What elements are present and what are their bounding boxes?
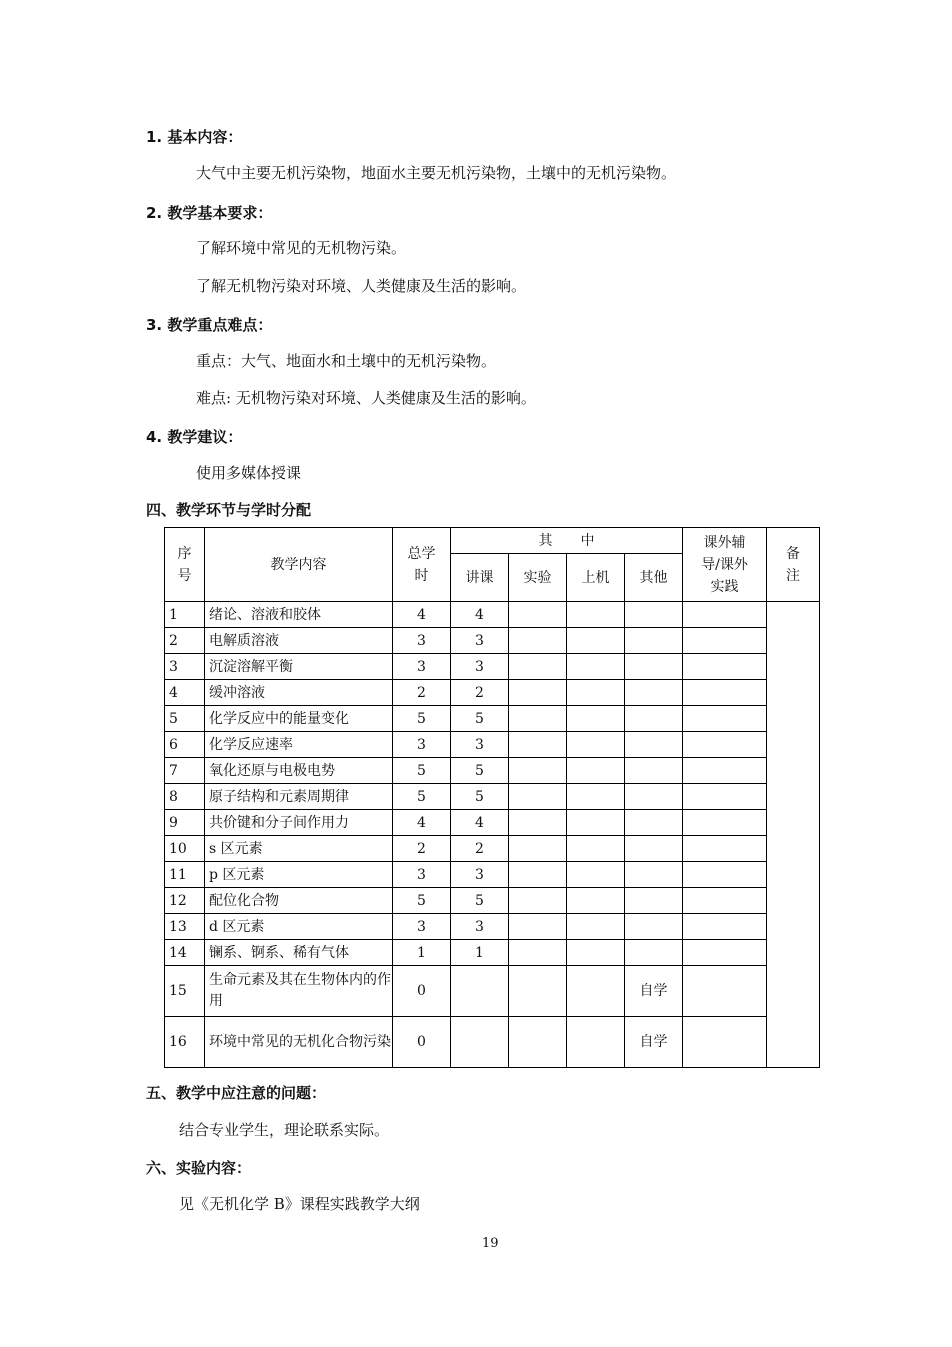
cell-lab xyxy=(509,784,567,810)
cell-lab xyxy=(509,810,567,836)
cell-content: 镧系、锕系、稀有气体 xyxy=(205,940,393,966)
cell-total: 5 xyxy=(393,888,451,914)
cell-lecture: 4 xyxy=(451,602,509,628)
table-row xyxy=(165,810,820,836)
cell-computer xyxy=(567,1017,625,1068)
cell-computer xyxy=(567,654,625,680)
header-total: 总学时 xyxy=(393,528,451,602)
table-row xyxy=(165,706,820,732)
cell-total: 4 xyxy=(393,810,451,836)
cell-lecture: 3 xyxy=(451,628,509,654)
cell-total: 2 xyxy=(393,680,451,706)
cell-computer xyxy=(567,888,625,914)
cell-content: 共价键和分子间作用力 xyxy=(205,810,393,836)
cell-content: 环境中常见的无机化合物污染 xyxy=(205,1017,393,1068)
section-issues-title: 五、教学中应注意的问题： xyxy=(146,1084,327,1102)
cell-other: 自学 xyxy=(625,966,683,1017)
cell-lecture: 5 xyxy=(451,706,509,732)
cell-extra xyxy=(683,888,767,914)
cell-other: 自学 xyxy=(625,1017,683,1068)
cell-computer xyxy=(567,628,625,654)
section-basic-content-line: 大气中主要无机污染物，地面水主要无机污染物，土壤中的无机污染物。 xyxy=(196,164,677,182)
cell-seq: 12 xyxy=(165,888,205,914)
section-allocation-title: 四、教学环节与学时分配 xyxy=(146,501,312,519)
cell-lab xyxy=(509,914,567,940)
cell-lecture: 5 xyxy=(451,784,509,810)
table-row xyxy=(165,784,820,810)
cell-content: 氧化还原与电极电势 xyxy=(205,758,393,784)
cell-lab xyxy=(509,654,567,680)
cell-content: p 区元素 xyxy=(205,862,393,888)
table-row xyxy=(165,914,820,940)
section-key-points-line: 重点：大气、地面水和土壤中的无机污染物。 xyxy=(196,352,497,370)
cell-total: 5 xyxy=(393,758,451,784)
cell-computer xyxy=(567,602,625,628)
cell-lab xyxy=(509,862,567,888)
cell-total: 3 xyxy=(393,862,451,888)
cell-content: d 区元素 xyxy=(205,914,393,940)
cell-other xyxy=(625,628,683,654)
cell-other xyxy=(625,680,683,706)
cell-computer xyxy=(567,862,625,888)
table-row xyxy=(165,758,820,784)
cell-other xyxy=(625,862,683,888)
cell-other xyxy=(625,654,683,680)
cell-lab xyxy=(509,940,567,966)
cell-seq: 6 xyxy=(165,732,205,758)
cell-content: 绪论、溶液和胶体 xyxy=(205,602,393,628)
table-row xyxy=(165,680,820,706)
cell-note xyxy=(767,602,820,1068)
header-among: 其 中 xyxy=(451,528,683,554)
cell-lab xyxy=(509,1017,567,1068)
cell-lab xyxy=(509,758,567,784)
cell-lab xyxy=(509,888,567,914)
cell-seq: 14 xyxy=(165,940,205,966)
table-row xyxy=(165,862,820,888)
cell-seq: 16 xyxy=(165,1017,205,1068)
cell-content: 缓冲溶液 xyxy=(205,680,393,706)
section-requirements-line: 了解环境中常见的无机物污染。 xyxy=(196,239,407,257)
cell-seq: 7 xyxy=(165,758,205,784)
cell-extra xyxy=(683,758,767,784)
cell-lecture: 2 xyxy=(451,680,509,706)
cell-computer xyxy=(567,784,625,810)
cell-lecture: 3 xyxy=(451,732,509,758)
section-key-points-line: 难点: 无机物污染对环境、人类健康及生活的影响。 xyxy=(196,389,536,407)
section-suggestions-line: 使用多媒体授课 xyxy=(196,464,302,482)
cell-lecture: 5 xyxy=(451,758,509,784)
table-row xyxy=(165,836,820,862)
cell-seq: 2 xyxy=(165,628,205,654)
table-row xyxy=(165,888,820,914)
cell-lab xyxy=(509,706,567,732)
table-row xyxy=(165,628,820,654)
cell-total: 3 xyxy=(393,914,451,940)
schedule-table xyxy=(164,527,820,1068)
cell-other xyxy=(625,732,683,758)
cell-seq: 13 xyxy=(165,914,205,940)
cell-lab xyxy=(509,602,567,628)
table-row xyxy=(165,940,820,966)
cell-content: 原子结构和元素周期律 xyxy=(205,784,393,810)
cell-content: s 区元素 xyxy=(205,836,393,862)
cell-extra xyxy=(683,680,767,706)
cell-content: 化学反应速率 xyxy=(205,732,393,758)
cell-content: 配位化合物 xyxy=(205,888,393,914)
cell-computer xyxy=(567,940,625,966)
cell-content: 生命元素及其在生物体内的作用 xyxy=(205,966,393,1017)
header-computer: 上机 xyxy=(567,554,625,602)
cell-other xyxy=(625,602,683,628)
cell-lab xyxy=(509,732,567,758)
cell-total: 3 xyxy=(393,654,451,680)
header-extra: 课外辅导/课外实践 xyxy=(683,528,767,602)
cell-total: 0 xyxy=(393,1017,451,1068)
cell-lecture xyxy=(451,966,509,1017)
cell-other xyxy=(625,940,683,966)
cell-computer xyxy=(567,732,625,758)
cell-other xyxy=(625,784,683,810)
cell-computer xyxy=(567,680,625,706)
cell-total: 5 xyxy=(393,706,451,732)
cell-extra xyxy=(683,914,767,940)
cell-lecture: 3 xyxy=(451,914,509,940)
cell-total: 4 xyxy=(393,602,451,628)
cell-total: 5 xyxy=(393,784,451,810)
table-row xyxy=(165,1017,820,1068)
section-issues-line: 结合专业学生，理论联系实际。 xyxy=(179,1121,390,1139)
cell-content: 电解质溶液 xyxy=(205,628,393,654)
cell-extra xyxy=(683,602,767,628)
cell-extra xyxy=(683,784,767,810)
cell-other xyxy=(625,758,683,784)
section-requirements-title: 2. 教学基本要求： xyxy=(146,204,273,222)
header-seq: 序号 xyxy=(165,528,205,602)
cell-seq: 4 xyxy=(165,680,205,706)
cell-other xyxy=(625,810,683,836)
cell-seq: 3 xyxy=(165,654,205,680)
cell-lecture: 1 xyxy=(451,940,509,966)
header-lab: 实验 xyxy=(509,554,567,602)
header-lecture: 讲课 xyxy=(451,554,509,602)
cell-extra xyxy=(683,966,767,1017)
header-other: 其他 xyxy=(625,554,683,602)
cell-seq: 8 xyxy=(165,784,205,810)
cell-total: 3 xyxy=(393,732,451,758)
header-note: 备注 xyxy=(767,528,820,602)
cell-seq: 9 xyxy=(165,810,205,836)
cell-computer xyxy=(567,810,625,836)
cell-total: 2 xyxy=(393,836,451,862)
section-basic-content-title: 1. 基本内容： xyxy=(146,128,243,146)
cell-lecture: 3 xyxy=(451,862,509,888)
cell-lab xyxy=(509,680,567,706)
cell-lab xyxy=(509,628,567,654)
table-row xyxy=(165,732,820,758)
section-suggestions-title: 4. 教学建议： xyxy=(146,428,243,446)
cell-extra xyxy=(683,810,767,836)
cell-lecture: 3 xyxy=(451,654,509,680)
cell-other xyxy=(625,914,683,940)
cell-extra xyxy=(683,654,767,680)
cell-computer xyxy=(567,914,625,940)
cell-computer xyxy=(567,836,625,862)
cell-seq: 5 xyxy=(165,706,205,732)
cell-lab xyxy=(509,836,567,862)
cell-lab xyxy=(509,966,567,1017)
cell-content: 沉淀溶解平衡 xyxy=(205,654,393,680)
cell-extra xyxy=(683,940,767,966)
cell-total: 1 xyxy=(393,940,451,966)
section-experiment-line: 见《无机化学 B》课程实践教学大纲 xyxy=(179,1195,420,1213)
cell-total: 3 xyxy=(393,628,451,654)
cell-extra xyxy=(683,862,767,888)
cell-extra xyxy=(683,706,767,732)
cell-content: 化学反应中的能量变化 xyxy=(205,706,393,732)
cell-other xyxy=(625,706,683,732)
cell-seq: 15 xyxy=(165,966,205,1017)
cell-other xyxy=(625,836,683,862)
cell-lecture: 4 xyxy=(451,810,509,836)
cell-computer xyxy=(567,758,625,784)
cell-extra xyxy=(683,1017,767,1068)
cell-other xyxy=(625,888,683,914)
cell-extra xyxy=(683,732,767,758)
cell-total: 0 xyxy=(393,966,451,1017)
page-number: 19 xyxy=(482,1236,499,1251)
header-content: 教学内容 xyxy=(205,528,393,602)
cell-seq: 11 xyxy=(165,862,205,888)
cell-lecture: 5 xyxy=(451,888,509,914)
cell-computer xyxy=(567,706,625,732)
cell-extra xyxy=(683,628,767,654)
section-experiment-title: 六、实验内容： xyxy=(146,1159,252,1177)
section-requirements-line: 了解无机物污染对环境、人类健康及生活的影响。 xyxy=(196,277,527,295)
table-row xyxy=(165,602,820,628)
table-row xyxy=(165,654,820,680)
table-row xyxy=(165,966,820,1017)
cell-computer xyxy=(567,966,625,1017)
cell-extra xyxy=(683,836,767,862)
cell-seq: 10 xyxy=(165,836,205,862)
cell-seq: 1 xyxy=(165,602,205,628)
cell-lecture xyxy=(451,1017,509,1068)
section-key-points-title: 3. 教学重点难点： xyxy=(146,316,273,334)
cell-lecture: 2 xyxy=(451,836,509,862)
